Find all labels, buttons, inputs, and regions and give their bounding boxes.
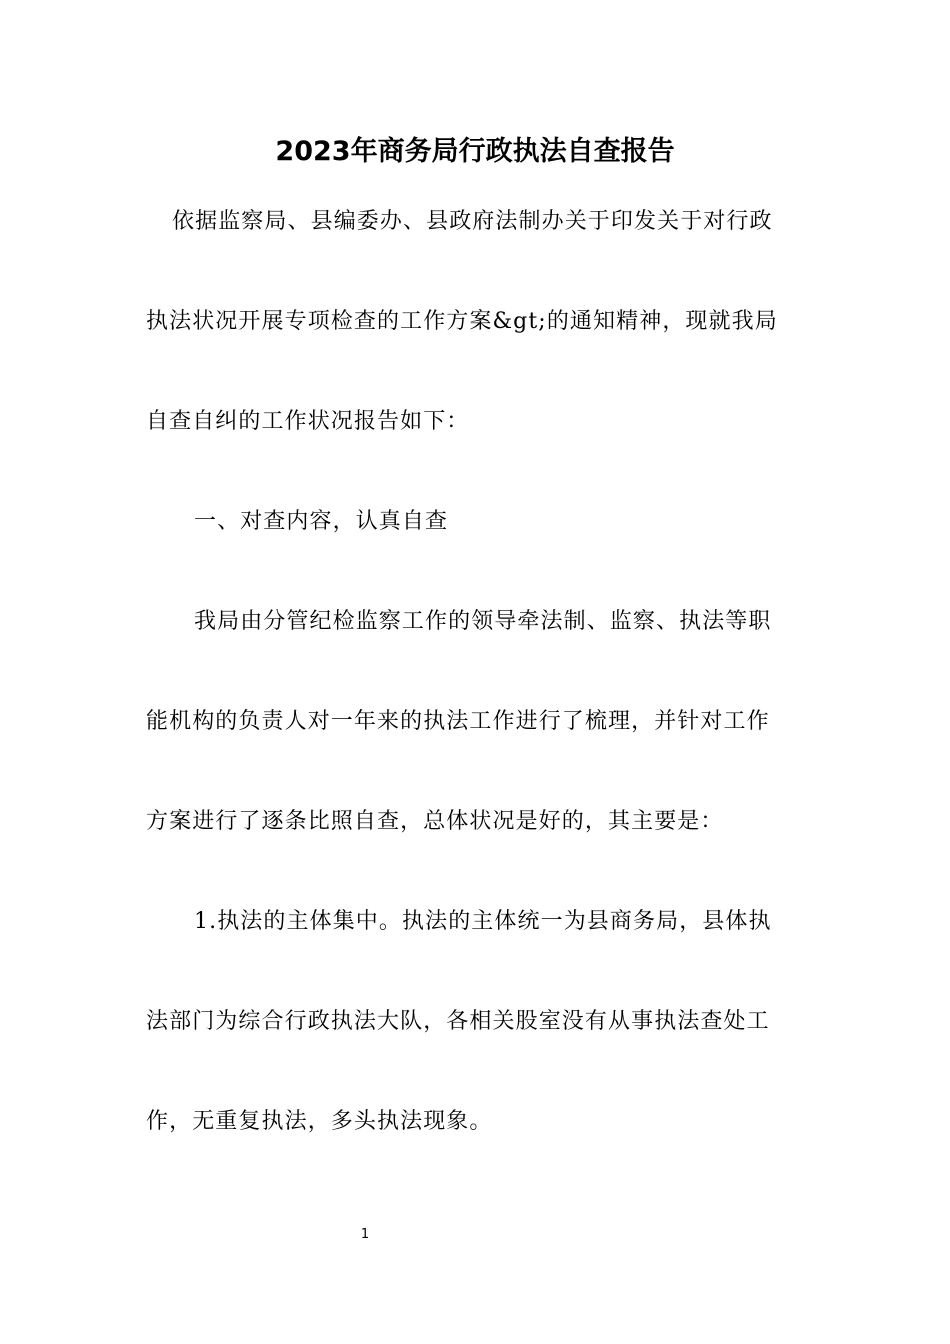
paragraph-line: 法部门为综合行政执法大队，各相关股室没有从事执法查处工 <box>146 1009 770 1034</box>
paragraph-line: 依据监察局、县编委办、县政府法制办关于印发关于对行政 <box>172 209 773 234</box>
page-number: 1 <box>360 1227 370 1242</box>
paragraph-line: 我局由分管纪检监察工作的领导牵法制、监察、执法等职 <box>194 609 772 634</box>
document-title: 2023年商务局行政执法自查报告 <box>275 136 675 167</box>
paragraph-line: 1.执法的主体集中。执法的主体统一为县商务局，县体执 <box>194 909 772 934</box>
paragraph-line: 能机构的负责人对一年来的执法工作进行了梳理，并针对工作 <box>146 709 770 734</box>
paragraph-line: 执法状况开展专项检查的工作方案&gt;的通知精神，现就我局 <box>146 309 778 334</box>
paragraph-line: 方案进行了逐条比照自查，总体状况是好的，其主要是： <box>146 809 724 834</box>
paragraph-line: 作，无重复执法，多头执法现象。 <box>146 1109 493 1134</box>
paragraph-line: 自查自纠的工作状况报告如下： <box>146 409 470 434</box>
section-heading: 一、对查内容，认真自查 <box>194 509 449 534</box>
